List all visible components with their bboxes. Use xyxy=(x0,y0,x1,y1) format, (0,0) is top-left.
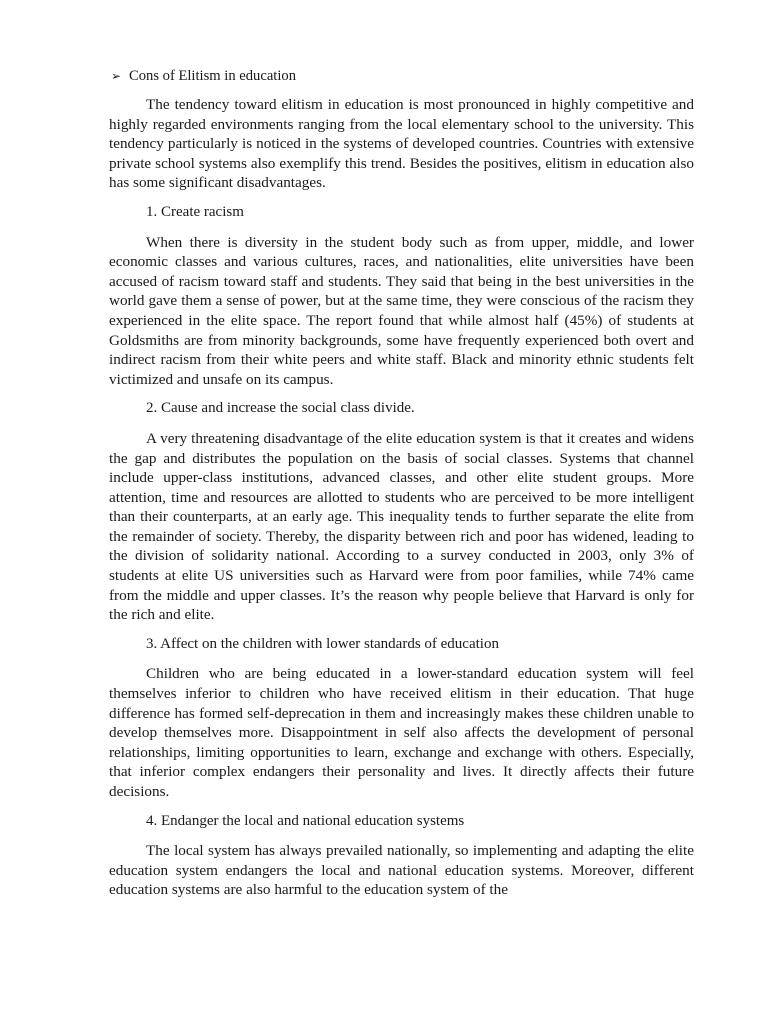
point-title-local-systems: 4. Endanger the local and national education systems xyxy=(146,812,465,829)
point-body-racism: When there is diversity in the student body such as from upper, middle, and lower economic classes and various cultures, races, and nationalities, elite universities have been accused of racism toward staff and students. They said that being in the best universities in the world gave them a sense of power, but at the same time, they were conscious of the racism they experienced in the elite space. The report found that while almost half (45%) of students at Goldsmiths are from minority backgrounds, some have frequently experienced both overt and indirect racism from their white peers and white staff. Black and minority ethnic students felt victimized and unsafe on its campus. xyxy=(109,233,694,388)
arrow-bullet-icon: ➢ xyxy=(111,69,122,83)
point-title-racism: 1. Create racism xyxy=(146,203,244,220)
point-title-lower-standards: 3. Affect on the children with lower standards of education xyxy=(146,635,499,652)
intro-paragraph: The tendency toward elitism in education is most pronounced in highly competitive and highly regarded environments ranging from the local elementary school to the university. This tendency particularly is noticed in the systems of developed countries. Countries with extensive private school systems also exemplify this trend. Besides the positives, elitism in education also has some significant disadvantages. xyxy=(109,96,694,192)
section-heading xyxy=(109,67,694,86)
document-page xyxy=(109,67,694,910)
point-body-lower-standards: Children who are being educated in a lower-standard education system will feel themselves inferior to children who have received elitism in their education. That huge difference has formed self-deprecation in them and increasingly makes these children unable to develop themselves more. Disappointment in self also affects the development of personal relationships, limiting opportunities to learn, exchange and exchange with others. Especially, that inferior complex endangers their personality and lives. It directly affects their future decisions. xyxy=(109,665,694,800)
point-body-class-divide: A very threatening disadvantage of the elite education system is that it creates and widens the gap and distributes the population on the basis of social classes. Systems that channel include upper-class institutions, advanced classes, and other elite student groups. More attention, time and resources are allotted to students who are perceived to be more intelligent than their counterparts, at an early age. This inequality tends to further separate the elite from the remainder of society. Thereby, the disparity between rich and poor has widened, leading to the division of solidarity national. According to a survey conducted in 2003, only 3% of students at elite US universities such as Harvard were from poor families, while 74% came from the middle and upper classes. It’s the reason why people believe that Harvard is only for the rich and elite. xyxy=(109,429,694,624)
point-body-local-systems: The local system has always prevailed nationally, so implementing and adapting the elite education system endangers the local and national education systems. Moreover, different education systems are also harmful to the education system of the xyxy=(109,842,694,899)
heading-text: Cons of Elitism in education xyxy=(129,68,297,84)
point-title-class-divide: 2. Cause and increase the social class divide. xyxy=(146,400,415,417)
